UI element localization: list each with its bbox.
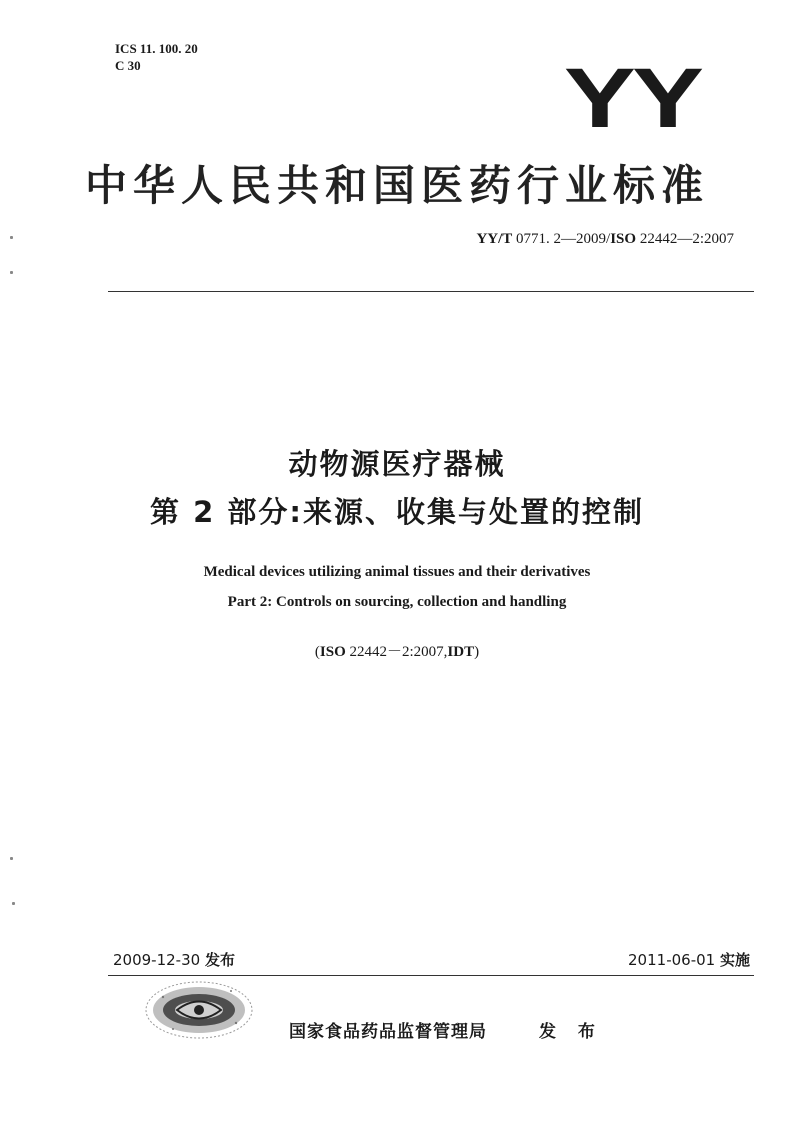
scan-speck (10, 236, 13, 239)
publish-label: 发 布 (539, 1022, 603, 1042)
scan-speck (10, 857, 13, 860)
iso-prefix: ISO (319, 644, 346, 660)
standard-number-iso: 22442—2:2007 (639, 231, 734, 247)
yy-logo: YY (563, 50, 700, 145)
issue-date-label: 发布 (204, 951, 235, 969)
title-en-line2: Part 2: Controls on sourcing, collection and handling (227, 594, 567, 610)
title-cn-line1: 动物源医疗器械 (288, 447, 506, 481)
title-en-line1: Medical devices utilizing animal tissues and their derivatives (203, 564, 591, 580)
standard-number-main: 0771. 2—2009/ (516, 231, 611, 247)
classification-codes (115, 40, 198, 74)
scan-speck (12, 902, 15, 905)
top-divider (108, 291, 754, 292)
title-cn-line2: 第 2 部分:来源、收集与处置的控制 (150, 495, 644, 529)
effective-date-line (628, 949, 750, 970)
standard-number (476, 231, 734, 248)
ccs-code: C 30 (115, 58, 141, 73)
iso-reference (0, 640, 794, 661)
bottom-divider (108, 975, 754, 976)
iso-number: 22442－2:2007, (349, 644, 448, 660)
scan-speck (10, 271, 13, 274)
standard-number-iso-prefix: ISO (610, 231, 637, 247)
issue-date-line (113, 949, 235, 970)
standard-number-prefix: YY/T (476, 231, 513, 247)
issue-date: 2009-12-30 (113, 951, 201, 969)
publisher: 国家食品药品监督管理局 (289, 1022, 487, 1042)
iso-close-paren: ) (474, 644, 480, 660)
standard-category: 中华人民共和国医药行业标准 (84, 161, 709, 210)
effective-date-label: 实施 (719, 951, 750, 969)
iso-idt: IDT (447, 644, 475, 660)
agency-seal-icon (143, 979, 255, 1041)
effective-date: 2011-06-01 (628, 951, 716, 969)
iso-open-paren: ( (314, 644, 320, 660)
ics-code: ICS 11. 100. 20 (115, 41, 198, 56)
